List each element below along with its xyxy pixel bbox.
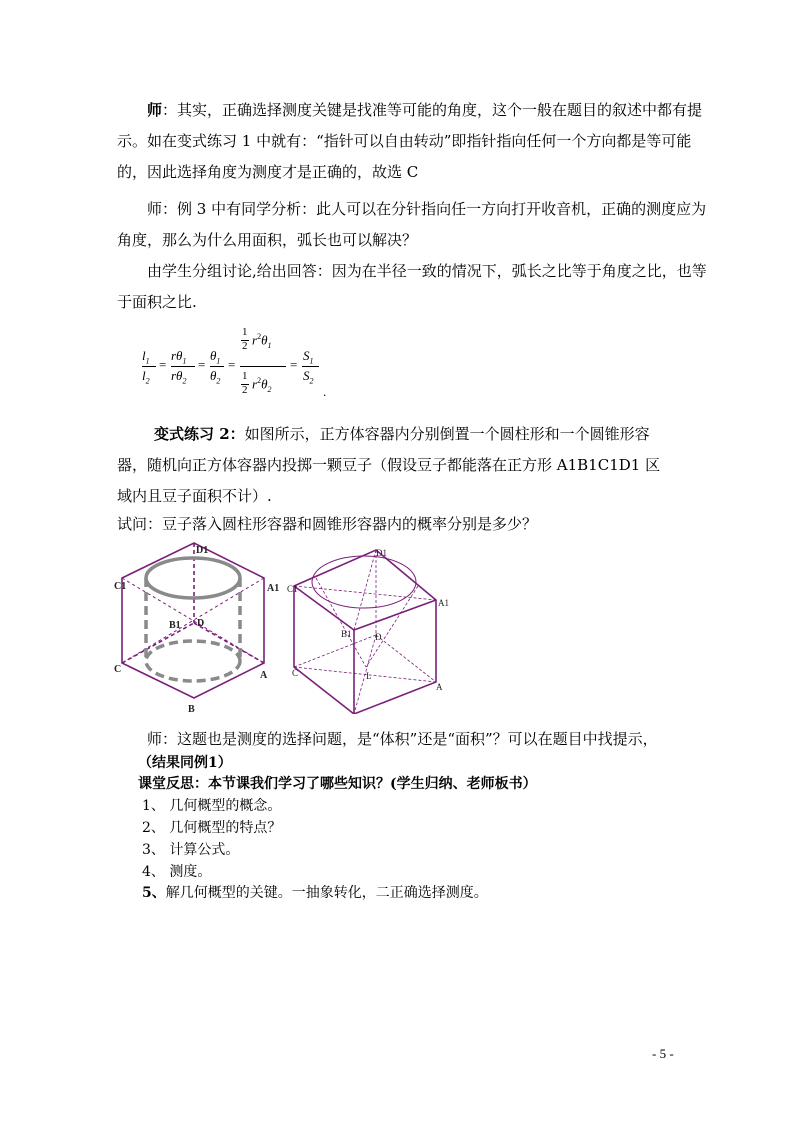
cube-cone-figure — [286, 542, 456, 714]
formula-r-theta-2: $r\theta_2$ — [171, 368, 187, 386]
diagonal — [354, 635, 376, 714]
label-b: B — [188, 704, 195, 715]
label-b1: B1 — [169, 620, 181, 631]
half-num: 1 — [242, 370, 248, 382]
exercise-2-line-3: 域内且豆子面积不计）. — [117, 487, 272, 505]
formula-l2: $l_2$ — [142, 368, 150, 386]
half-den: 2 — [242, 384, 248, 396]
diagonal — [354, 550, 376, 630]
page-number: - 5 - — [652, 1046, 674, 1061]
cone-base-ellipse — [312, 556, 416, 608]
formula-s2: $S_2$ — [303, 368, 314, 386]
label-c1: C1 — [287, 584, 298, 594]
label-a1: A1 — [438, 598, 449, 608]
formula-r-theta-1: $r\theta_1$ — [171, 348, 187, 366]
half-den: 2 — [242, 340, 248, 352]
fraction-bar — [302, 366, 319, 367]
formula-l1: $l_1$ — [142, 348, 150, 366]
formula-theta-2: $\theta_2$ — [210, 368, 221, 386]
question-line: 试问：豆子落入圆柱形容器和圆锥形容器内的概率分别是多少？ — [117, 515, 538, 533]
class-reflection: 课堂反思：本节课我们学习了哪些知识？(学生归纳、老师板书） — [138, 776, 537, 792]
equals-sign: = — [228, 357, 236, 372]
paragraph-1-line-1 — [147, 100, 702, 120]
exercise-2-label: 变式练习 2： — [154, 425, 245, 443]
cone-edge — [366, 586, 418, 667]
exercise-2-line-2: 器，随机向正方体容器内投掷一颗豆子（假设豆子都能落在正方形 A1B1C1D1 区 — [117, 456, 661, 474]
hidden-edge — [122, 623, 194, 663]
cube-cylinder-figure — [112, 538, 282, 718]
fraction-bar — [240, 366, 286, 367]
list-item-2: 2、 几何概型的特点？ — [142, 820, 282, 836]
cone-edge — [316, 578, 366, 667]
label-b1: B1 — [341, 629, 352, 639]
label-c: C — [114, 664, 122, 675]
fraction-bar — [210, 366, 224, 367]
formula-period: . — [323, 384, 327, 399]
label-c1: C1 — [114, 581, 127, 592]
exercise-2-line-1: 变式练习 2：如图所示，正方体容器内分别倒置一个圆柱形和一个圆锥形容 — [154, 425, 650, 443]
fraction-bar — [142, 366, 156, 367]
formula-theta-1: $\theta_1$ — [210, 348, 221, 366]
formula-r2-theta1: $r^2\theta_1$ — [252, 332, 272, 350]
paragraph-1-line-2: 示。如在变式练习 1 中就有：“指针可以自由转动”即指针指向任何一个方向都是等可能 — [117, 132, 692, 150]
ratio-formula — [140, 326, 340, 406]
cube-outline — [294, 550, 436, 714]
paragraph-1-line-3: 的，因此选择角度为测度才是正确的，故选 C — [117, 163, 419, 181]
paragraph-3-line-1: 由学生分组讨论,给出回答：因为在半径一致的情况下，弧长之比等于角度之比，也等 — [147, 262, 707, 280]
label-a: A — [436, 682, 443, 692]
equals-sign: = — [290, 357, 298, 372]
paragraph-2-line-2: 角度，那么为什么用面积，弧长也可以解决？ — [117, 231, 418, 249]
cylinder-top-ellipse — [146, 558, 240, 598]
formula-r2-theta2: $r^2\theta_2$ — [252, 376, 272, 394]
formula-s1: $S_1$ — [303, 348, 314, 366]
list-item-4: 4、 测度。 — [142, 864, 212, 880]
result-note: （结果同例1） — [138, 755, 232, 771]
label-a1: A1 — [267, 583, 280, 594]
label-d: D — [375, 632, 382, 642]
teacher-remark: 师：这题也是测度的选择问题，是“体积”还是“面积”？可以在题目中找提示， — [147, 730, 658, 748]
list-item-3: 3、 计算公式。 — [142, 842, 240, 858]
speaker-label: 师 — [147, 101, 163, 119]
cylinder-bottom-ellipse — [146, 641, 240, 681]
list-item-5: 5、解几何概型的关键。一抽象转化，二正确选择测度。 — [142, 885, 488, 901]
paragraph-2-line-1: 师：例 3 中有同学分析：此人可以在分针指向任一方向打开收音机，正确的测度应为 — [147, 200, 707, 218]
hidden-edge — [376, 635, 436, 682]
list-item-1: 1、 几何概型的概念。 — [142, 798, 282, 814]
label-d: D — [197, 618, 205, 629]
paragraph-1-text: ：其实，正确选择测度关键是找准等可能的角度，这个一般在题目的叙述中都有提 — [162, 101, 703, 119]
cube-outline — [122, 543, 264, 698]
equals-sign: = — [198, 357, 206, 372]
label-c: C — [292, 668, 299, 678]
paragraph-3-line-2: 于面积之比. — [117, 293, 197, 311]
label-l: L — [366, 671, 372, 681]
half-num: 1 — [242, 326, 248, 338]
label-d1: D1 — [196, 545, 209, 556]
label-d1: D1 — [376, 548, 387, 558]
equals-sign: = — [159, 357, 167, 372]
edge — [354, 600, 436, 630]
label-a: A — [260, 670, 268, 681]
fraction-bar — [171, 366, 195, 367]
